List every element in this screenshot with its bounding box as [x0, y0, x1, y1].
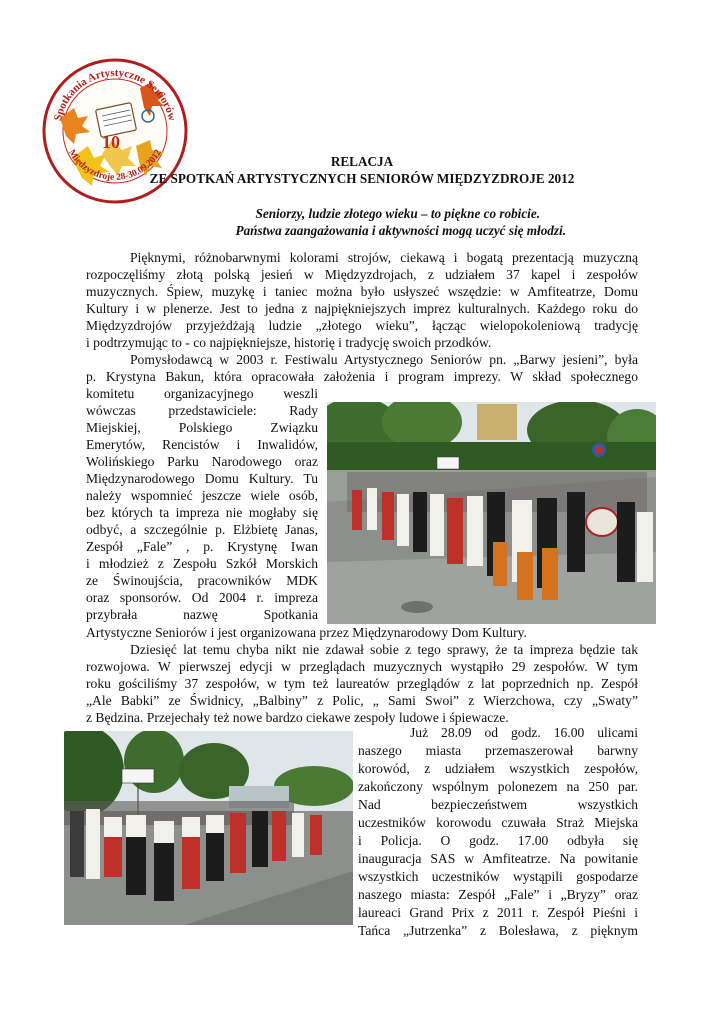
body-line: Pięknymi, różnobarwnymi kolorami strojów, ciekawą i bogatą prezentacją muzyczną: [130, 250, 638, 265]
body-line: Pomysłodawcą w 2003 r. Festiwalu Artystycznego Seniorów pn. „Barwy jesieni”, była: [130, 352, 638, 367]
right-column-line: naszego miasta: Zespół „Fale” i „Bryzy” oraz: [358, 887, 638, 902]
body-line: z Będzina. Przejechały też nowe bardzo ciekawe zespoły ludowe i śpiewacze.: [86, 710, 509, 725]
left-column-line: Miejskiej, Polskiego Związku: [86, 420, 318, 435]
right-column-line: Już 28.09 od godz. 16.00 ulicami: [410, 725, 638, 740]
body-line: rozpoczęliśmy złotą polską jesień w Międzyzdrojach, z udziałem 37 kapel i zespołów: [86, 267, 638, 282]
body-line: Dziesięć lat temu chyba nikt nie zdawał sobie z tego sprawy, że ta impreza będzie tak: [130, 642, 638, 657]
left-column-line: Międzynarodowego Domu Kultury. Tu: [86, 471, 318, 486]
parade-photo-1: [327, 402, 656, 624]
left-column-line: wówczas przedstawiciele: Rady: [86, 403, 318, 418]
body-line: „Ale Babki” ze Świdnicy, „Balbiny” z Polic, „ Sami Swoi” z Wierzchowa, czy „Swaty”: [86, 693, 638, 708]
body-line: muzycznych. Śpiew, muzykę i taniec można było usłyszeć wszędzie: w Amfiteatrze, Domu: [86, 284, 638, 299]
right-column-line: zakończony wspólnym polonezem na 250 par.: [358, 779, 638, 794]
body-line: p. Krystyna Bakun, która opracowała założenia i program imprezy. W skład społecznego: [86, 369, 638, 384]
right-column-line: inauguracja SAS w Amfiteatrze. Na powitanie: [358, 851, 638, 866]
right-column-line: naszego miasta przemaszerował barwny: [358, 743, 638, 758]
right-column-line: uczestników korowodu czuwała Straż Miejska: [358, 815, 638, 830]
right-column-line: Tańca „Jutrzenka” z Bolesława, z pięknym: [358, 923, 638, 938]
body-line: i podtrzymując to - co najpiękniejsze, historię i tradycję swoich przodków.: [86, 335, 492, 350]
body-line: Kultury i w plenerze. Jest to jedna z najpiękniejszych imprez kulturalnych. Każdego roku do: [86, 301, 638, 316]
left-column-line: odbyć, a szczególnie p. Elżbietę Janas,: [86, 522, 318, 537]
logo-ring-top-text: Spotkania Artystyczne Seniorów: [52, 66, 179, 123]
right-column-line: wszystkich uczestników wystąpili gospodarze: [358, 869, 638, 884]
right-column-line: korowód, z udziałem wszystkich zespołów,: [358, 761, 638, 776]
motto-line1: Seniorzy, ludzie złotego wieku – to piękne co robicie.: [255, 206, 540, 221]
left-column-line: Wolińskiego Parku Narodowego oraz: [86, 454, 318, 469]
parade-photo-2: [64, 731, 353, 925]
left-column-line: i młodzież z Zespołu Szkół Morskich: [86, 556, 318, 571]
right-column-line: i Policja. O godz. 17.00 odbyła się: [358, 833, 638, 848]
body-line: rozwojowa. W pierwszej edycji w przeglądach muzycznych wystąpiło 29 zespołów. W tym: [86, 659, 638, 674]
body-line: roku gościliśmy 37 zespołów, w tym też laureatów przeglądów z lat poprzednich np. Zespół: [86, 676, 638, 691]
body-line: Międzyzdrojów przyjeżdżają ludzie „złotego wieku”, łącząc wielopokoleniową tradycję: [86, 318, 638, 333]
left-column-line: Zespół „Fale” , p. Krystynę Iwan: [86, 539, 318, 554]
body-line: Artystyczne Seniorów i jest organizowana przez Międzynarodowy Dom Kultury.: [86, 625, 527, 640]
left-column-line: Emerytów, Rencistów i Inwalidów,: [86, 437, 318, 452]
motto-line2: Państwa zaangażowania i aktywności mogą uczyć się młodzi.: [235, 223, 566, 238]
left-column-line: komitetu organizacyjnego weszli: [86, 386, 318, 401]
left-column-line: bez których ta impreza nie mogłaby się: [86, 505, 318, 520]
left-column-line: należy wspomnieć jeszcze wiele osób,: [86, 488, 318, 503]
logo-number: 10: [102, 132, 120, 152]
document-title-line1: RELACJA: [330, 154, 394, 169]
left-column-line: przybrała nazwę Spotkania: [86, 607, 318, 622]
right-column-line: laureaci Grand Prix z 2011 r. Zespół Pieśni i: [358, 905, 638, 920]
right-column-line: Nad bezpieczeństwem wszystkich: [358, 797, 638, 812]
left-column-line: oraz sponsorów. Od 2004 r. impreza: [86, 590, 318, 605]
logo-ring-bottom-text: Międzyzdroje 28-30.09.2012: [66, 148, 164, 183]
left-column-line: ze Świnoujścia, pracowników MDK: [86, 573, 318, 588]
document-title-line2: ZE SPOTKAŃ ARTYSTYCZNYCH SENIORÓW MIĘDZYZDROJE 2012: [149, 171, 575, 186]
